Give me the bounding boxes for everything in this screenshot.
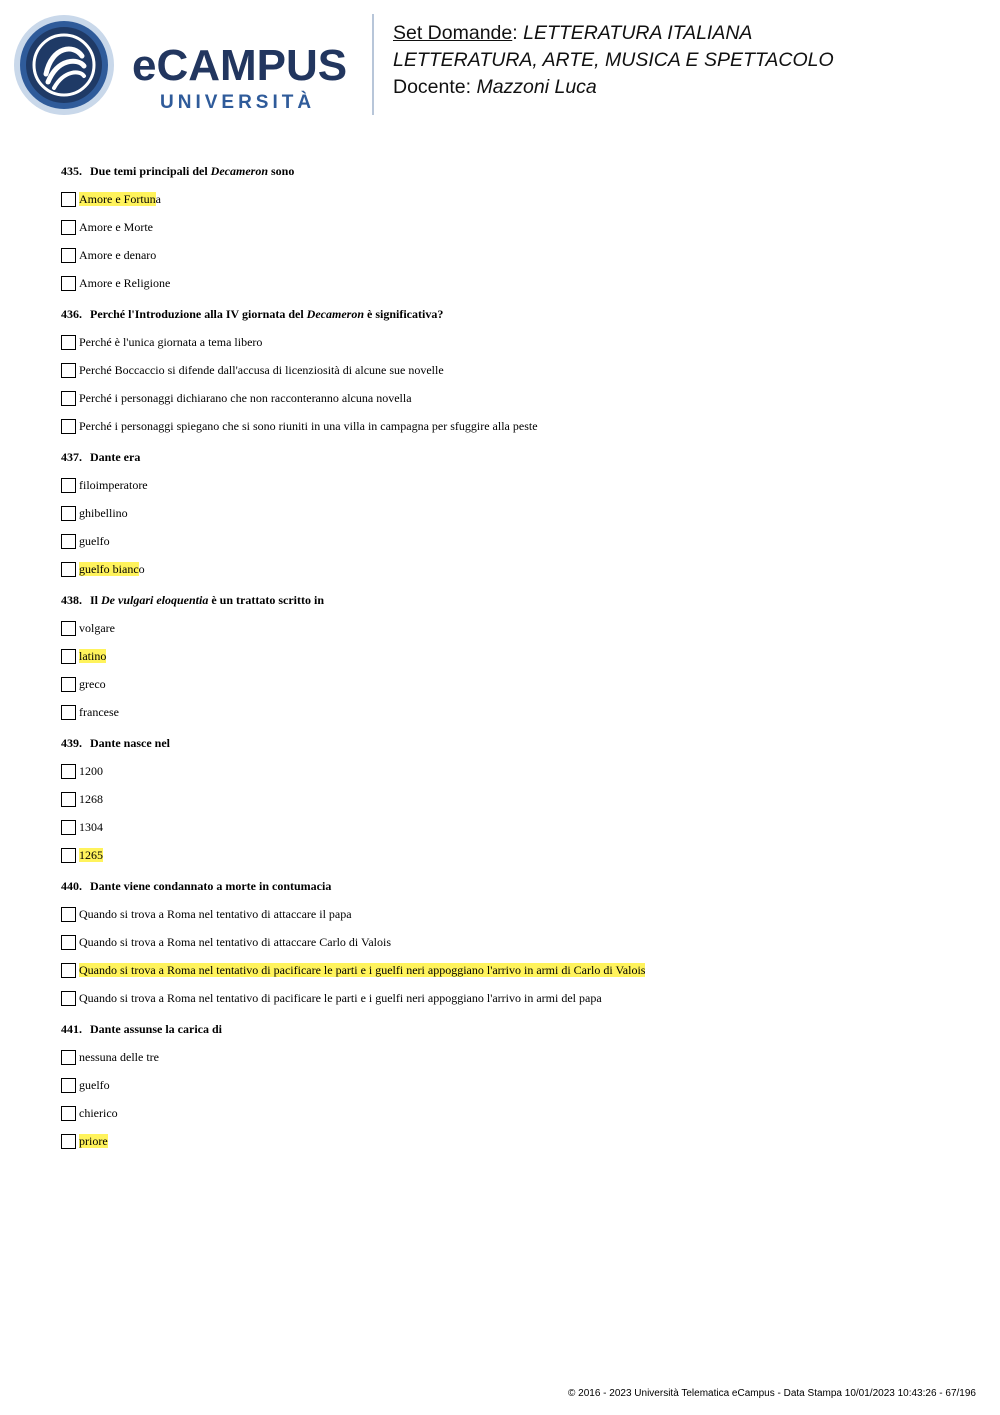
answer-option[interactable]: [61, 269, 961, 297]
question-block: [61, 305, 961, 440]
title-italic-text: De vulgari eloquentia: [101, 593, 209, 607]
answer-checkbox[interactable]: [61, 621, 76, 636]
docente-name: Mazzoni Luca: [476, 76, 597, 98]
answer-option[interactable]: [61, 412, 961, 440]
title-italic-text: Decameron: [210, 164, 268, 178]
answer-checkbox[interactable]: [61, 478, 76, 493]
title-italic-text: Decameron: [306, 307, 364, 321]
highlighted-answer-text: priore: [79, 1133, 108, 1148]
answer-checkbox[interactable]: [61, 963, 76, 978]
question-title: [61, 1020, 961, 1038]
answer-option[interactable]: [61, 614, 961, 642]
answer-checkbox[interactable]: [61, 792, 76, 807]
answer-text: [79, 276, 170, 291]
answer-text-rest: volgare: [79, 620, 115, 635]
answer-text: [79, 419, 538, 434]
title-text: Dante nasce nel: [90, 736, 170, 750]
answer-option[interactable]: [61, 757, 961, 785]
question-block: [61, 877, 961, 1012]
answer-checkbox[interactable]: [61, 506, 76, 521]
question-title: [61, 591, 961, 609]
title-text: è significativa?: [364, 307, 444, 321]
title-text: Dante era: [90, 450, 141, 464]
answer-option[interactable]: [61, 384, 961, 412]
subject-1: LETTERATURA ITALIANA: [523, 22, 753, 44]
answer-text: [79, 534, 110, 549]
answer-text: [79, 907, 352, 922]
answer-text-rest: o: [138, 561, 145, 576]
answer-text: [79, 478, 148, 493]
answer-checkbox[interactable]: [61, 820, 76, 835]
question-number: 435.: [61, 164, 82, 178]
title-text: Due temi principali del: [90, 164, 211, 178]
answer-option[interactable]: [61, 185, 961, 213]
subject-2: LETTERATURA, ARTE, MUSICA E SPETTACOLO: [393, 49, 834, 71]
answer-checkbox[interactable]: [61, 220, 76, 235]
title-text: Dante viene condannato a morte in contumacia: [90, 879, 332, 893]
answer-option[interactable]: [61, 356, 961, 384]
answer-text-rest: guelfo: [79, 1077, 110, 1092]
ecampus-logo-icon: [14, 14, 354, 116]
answer-checkbox[interactable]: [61, 1106, 76, 1121]
answer-text-rest: filoimperatore: [79, 477, 148, 492]
answer-text-rest: francese: [79, 704, 119, 719]
answer-text: [79, 1106, 118, 1121]
answer-text-rest: Amore e Religione: [79, 275, 171, 290]
question-title: [61, 162, 961, 180]
answer-option[interactable]: [61, 213, 961, 241]
answer-checkbox[interactable]: [61, 1050, 76, 1065]
question-number: 439.: [61, 736, 82, 750]
answer-text: [79, 192, 161, 207]
set-sep: :: [512, 22, 524, 44]
answer-checkbox[interactable]: [61, 991, 76, 1006]
answer-text-rest: nessuna delle tre: [79, 1049, 159, 1064]
answer-option[interactable]: [61, 984, 961, 1012]
header-info: [393, 20, 834, 101]
answer-checkbox[interactable]: [61, 935, 76, 950]
question-block: [61, 734, 961, 869]
answer-option[interactable]: [61, 1071, 961, 1099]
answer-text: [79, 335, 262, 350]
answer-text: [79, 820, 103, 835]
question-list: [61, 162, 961, 1163]
answer-text: [79, 935, 391, 950]
question-block: [61, 448, 961, 583]
title-text: Il: [90, 593, 102, 607]
title-text: Perché l'Introduzione alla IV giornata del: [90, 307, 307, 321]
highlighted-answer-text: Amore e Fortun: [79, 191, 156, 206]
answer-text-rest: chierico: [79, 1105, 118, 1120]
answer-text: [79, 220, 153, 235]
answer-checkbox[interactable]: [61, 192, 76, 207]
answer-text: [79, 621, 115, 636]
question-title: [61, 877, 961, 895]
answer-text: [79, 248, 156, 263]
header-divider: [372, 14, 374, 115]
docente-line: [393, 74, 834, 101]
answer-text-rest: 1200: [79, 763, 103, 778]
answer-text: [79, 506, 128, 521]
answer-text-rest: Perché i personaggi dichiarano che non racconteranno alcuna novella: [79, 390, 412, 405]
answer-option[interactable]: [61, 642, 961, 670]
answer-option[interactable]: [61, 328, 961, 356]
answer-checkbox[interactable]: [61, 907, 76, 922]
answer-text-rest: guelfo: [79, 533, 110, 548]
answer-checkbox[interactable]: [61, 562, 76, 577]
answer-option[interactable]: [61, 1043, 961, 1071]
question-title: [61, 448, 961, 466]
answer-text: [79, 363, 444, 378]
answer-option[interactable]: [61, 527, 961, 555]
answer-checkbox[interactable]: [61, 677, 76, 692]
answer-option[interactable]: [61, 785, 961, 813]
answer-text: [79, 848, 103, 863]
answer-text-rest: Perché è l'unica giornata a tema libero: [79, 334, 263, 349]
answer-option[interactable]: [61, 956, 961, 984]
highlighted-answer-text: latino: [79, 648, 107, 663]
answer-text: [79, 991, 602, 1006]
question-number: 440.: [61, 879, 82, 893]
answer-checkbox[interactable]: [61, 848, 76, 863]
answer-checkbox[interactable]: [61, 534, 76, 549]
answer-checkbox[interactable]: [61, 649, 76, 664]
answer-option[interactable]: [61, 555, 961, 583]
answer-text: [79, 677, 106, 692]
answer-option[interactable]: [61, 698, 961, 726]
answer-text-rest: Quando si trova a Roma nel tentativo di pacificare le parti e i guelfi neri appoggiano l'arrivo in armi del papa: [79, 990, 602, 1005]
answer-option[interactable]: [61, 499, 961, 527]
answer-text: [79, 562, 145, 577]
page-footer: © 2016 - 2023 Università Telematica eCampus - Data Stampa 10/01/2023 10:43:26 - 67/196: [568, 1388, 976, 1399]
answer-option[interactable]: [61, 1099, 961, 1127]
question-block: [61, 1020, 961, 1155]
answer-option[interactable]: [61, 670, 961, 698]
title-text: Dante assunse la carica di: [90, 1022, 222, 1036]
answer-text-rest: ghibellino: [79, 505, 128, 520]
answer-text-rest: 1268: [79, 791, 103, 806]
answer-checkbox[interactable]: [61, 363, 76, 378]
answer-text-rest: Perché i personaggi spiegano che si sono riuniti in una villa in campagna per sfuggire alla peste: [79, 418, 538, 433]
answer-text: [79, 649, 106, 664]
answer-text-rest: Amore e Morte: [79, 219, 153, 234]
logo-subtitle: UNIVERSITÀ: [160, 92, 316, 113]
answer-checkbox[interactable]: [61, 335, 76, 350]
answer-text-rest: Quando si trova a Roma nel tentativo di attaccare Carlo di Valois: [79, 934, 392, 949]
answer-checkbox[interactable]: [61, 248, 76, 263]
answer-checkbox[interactable]: [61, 1078, 76, 1093]
question-title: [61, 305, 961, 323]
answer-option[interactable]: [61, 1127, 961, 1155]
answer-checkbox[interactable]: [61, 391, 76, 406]
answer-option[interactable]: [61, 241, 961, 269]
answer-checkbox[interactable]: [61, 419, 76, 434]
answer-text-rest: Perché Boccaccio si difende dall'accusa di licenziosità di alcune sue novelle: [79, 362, 444, 377]
answer-text: [79, 391, 412, 406]
set-line: [393, 20, 834, 47]
ecampus-logo: [14, 14, 354, 116]
answer-text: [79, 963, 645, 978]
answer-text-rest: Amore e denaro: [79, 247, 157, 262]
highlighted-answer-text: 1265: [79, 847, 103, 862]
set-label: Set Domande: [393, 22, 513, 44]
subject-line: [393, 47, 834, 74]
question-number: 441.: [61, 1022, 82, 1036]
answer-text: [79, 1134, 108, 1149]
question-title: [61, 734, 961, 752]
answer-option[interactable]: [61, 841, 961, 869]
title-text: sono: [268, 164, 295, 178]
answer-text-rest: greco: [79, 676, 106, 691]
logo-wordmark: eCAMPUS: [132, 41, 348, 90]
highlighted-answer-text: Quando si trova a Roma nel tentativo di pacificare le parti e i guelfi neri appoggiano l'arrivo in armi di Carlo di Valois: [79, 962, 646, 977]
highlighted-answer-text: guelfo bianc: [79, 561, 139, 576]
question-block: [61, 591, 961, 726]
docente-label: Docente:: [393, 76, 477, 98]
answer-text: [79, 1050, 159, 1065]
title-text: è un trattato scritto in: [208, 593, 324, 607]
answer-option[interactable]: [61, 471, 961, 499]
answer-text-rest: 1304: [79, 819, 103, 834]
question-number: 438.: [61, 593, 82, 607]
answer-text-rest: a: [155, 191, 161, 206]
answer-option[interactable]: [61, 928, 961, 956]
answer-checkbox[interactable]: [61, 705, 76, 720]
answer-checkbox[interactable]: [61, 276, 76, 291]
answer-text: [79, 705, 119, 720]
answer-checkbox[interactable]: [61, 764, 76, 779]
answer-option[interactable]: [61, 813, 961, 841]
question-number: 436.: [61, 307, 82, 321]
answer-text: [79, 764, 103, 779]
question-block: [61, 162, 961, 297]
answer-checkbox[interactable]: [61, 1134, 76, 1149]
answer-text-rest: Quando si trova a Roma nel tentativo di attaccare il papa: [79, 906, 352, 921]
answer-text: [79, 1078, 110, 1093]
question-number: 437.: [61, 450, 82, 464]
answer-text: [79, 792, 103, 807]
answer-option[interactable]: [61, 900, 961, 928]
